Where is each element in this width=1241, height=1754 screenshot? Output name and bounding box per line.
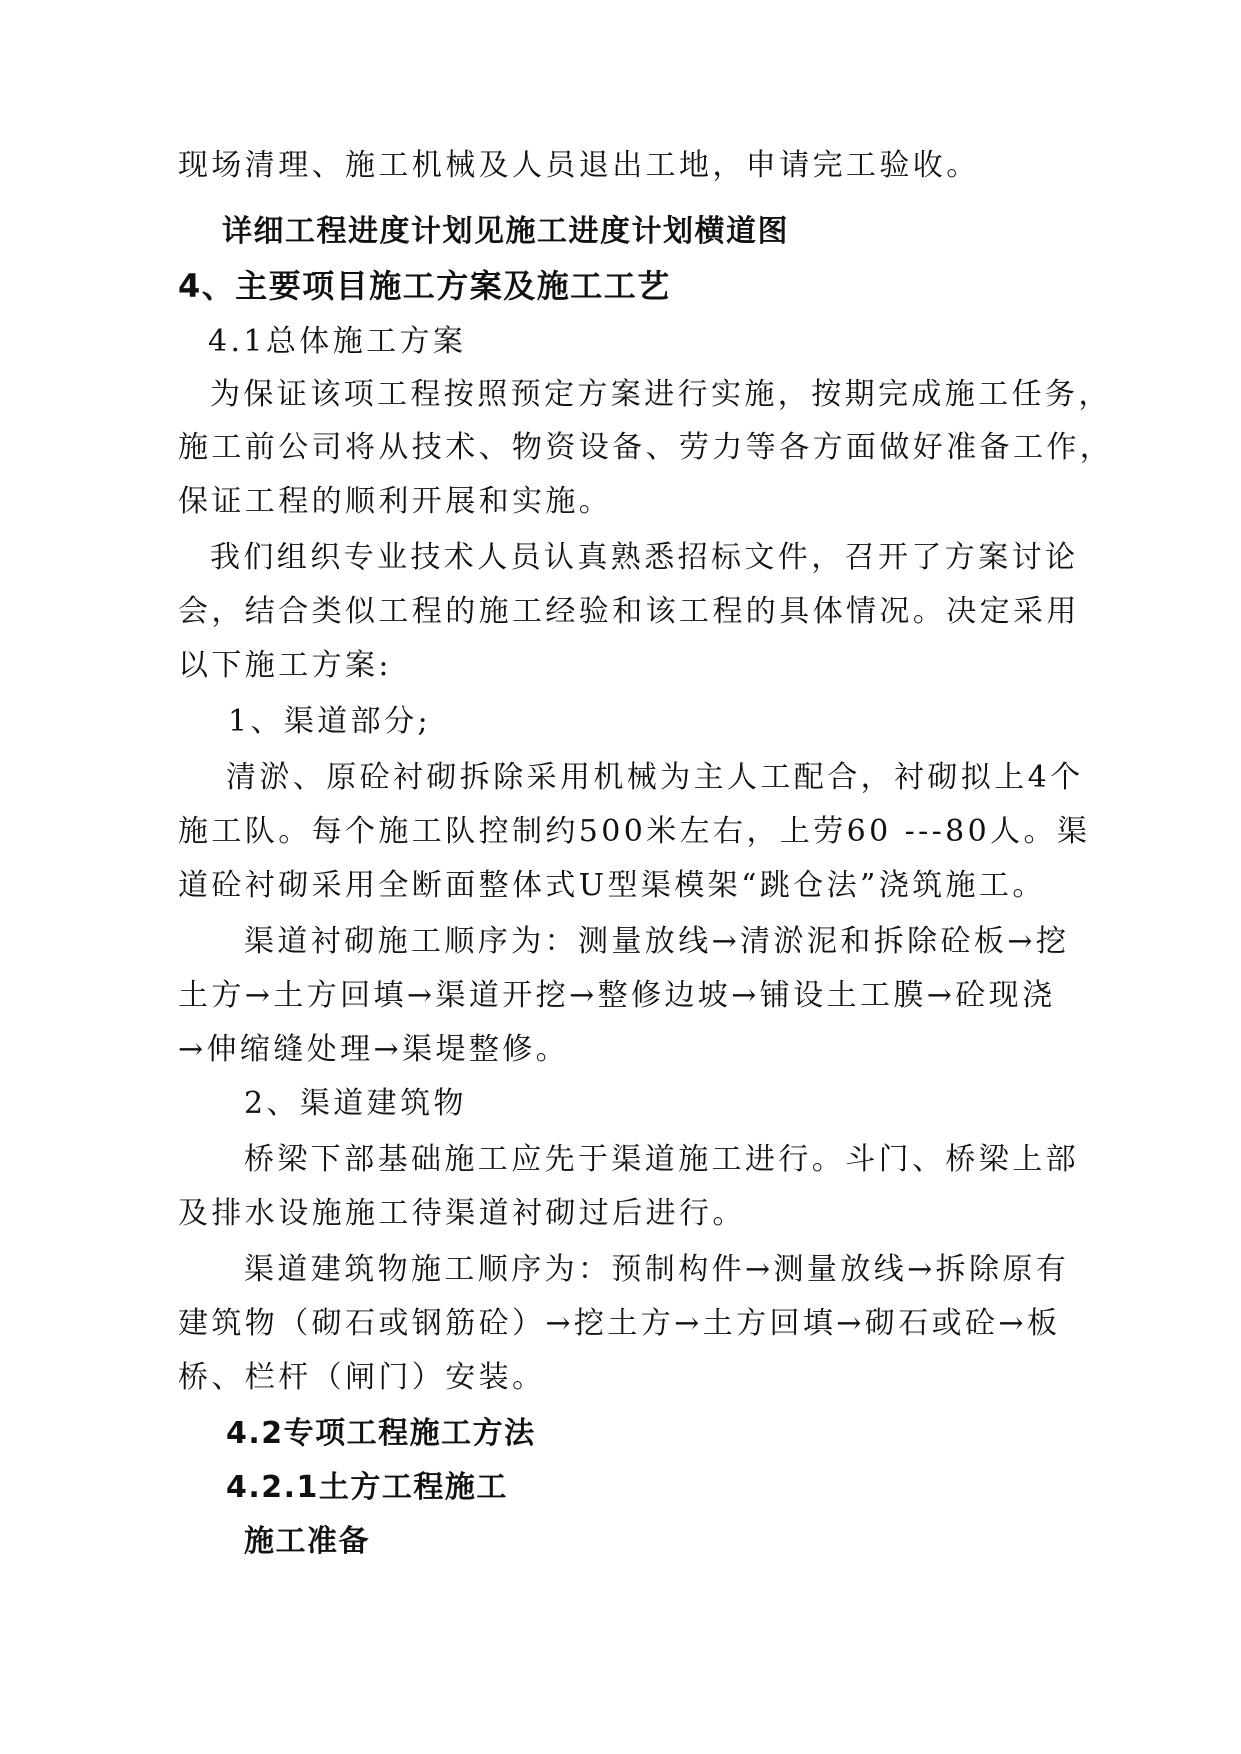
subsection-heading-4-1: 4.1总体施工方案 xyxy=(208,324,467,359)
schedule-note: 详细工程进度计划见施工进度计划横道图 xyxy=(222,214,789,249)
paragraph-line: 桥梁下部基础施工应先于渠道施工进行。斗门、桥梁上部 xyxy=(244,1142,1079,1177)
subsection-heading-4-2: 4.2专项工程施工方法 xyxy=(226,1416,536,1451)
paragraph-line: 施工队。每个施工队控制约500米左右，上劳60 ---80人。渠 xyxy=(178,814,1091,849)
paragraph-line: 清淤、原砼衬砌拆除采用机械为主人工配合，衬砌拟上4个 xyxy=(226,760,1084,795)
section-heading-4: 4、主要项目施工方案及施工工艺 xyxy=(178,267,671,305)
item-heading-1: 1、渠道部分; xyxy=(228,704,431,739)
paragraph-line: 桥、栏杆（闸门）安装。 xyxy=(178,1360,546,1395)
paragraph-line: 以下施工方案: xyxy=(178,648,392,683)
paragraph-line: 会，结合类似工程的施工经验和该工程的具体情况。决定采用 xyxy=(178,594,1080,629)
paragraph-line: →伸缩缝处理→渠堤整修。 xyxy=(178,1032,570,1067)
paragraph-line: 施工前公司将从技术、物资设备、劳力等各方面做好准备工作， xyxy=(178,430,1114,465)
paragraph-line: 建筑物（砌石或钢筋砼）→挖土方→土方回填→砌石或砼→板 xyxy=(178,1306,1061,1341)
paragraph-line: 为保证该项工程按照预定方案进行实施，按期完成施工任务， xyxy=(210,377,1112,412)
paragraph-line: 我们组织专业技术人员认真熟悉招标文件，召开了方案讨论 xyxy=(210,540,1079,575)
paragraph-line: 土方→土方回填→渠道开挖→整修边坡→铺设土工膜→砼现浇 xyxy=(178,978,1056,1013)
heading-construction-preparation: 施工准备 xyxy=(244,1524,370,1559)
paragraph-line: 渠道衬砌施工顺序为：测量放线→清淤泥和拆除砼板→挖 xyxy=(244,924,1070,959)
paragraph-line: 渠道建筑物施工顺序为：预制构件→测量放线→拆除原有 xyxy=(244,1252,1070,1287)
subsection-heading-4-2-1: 4.2.1土方工程施工 xyxy=(226,1470,508,1505)
text-line-completion: 现场清理、施工机械及人员退出工地，申请完工验收。 xyxy=(178,148,980,183)
paragraph-line: 道砼衬砌采用全断面整体式U型渠模架“跳仓法”浇筑施工。 xyxy=(178,868,1046,903)
item-heading-2: 2、渠道建筑物 xyxy=(244,1086,467,1121)
paragraph-line: 及排水设施施工待渠道衬砌过后进行。 xyxy=(178,1196,746,1231)
paragraph-line: 保证工程的顺利开展和实施。 xyxy=(178,484,613,519)
